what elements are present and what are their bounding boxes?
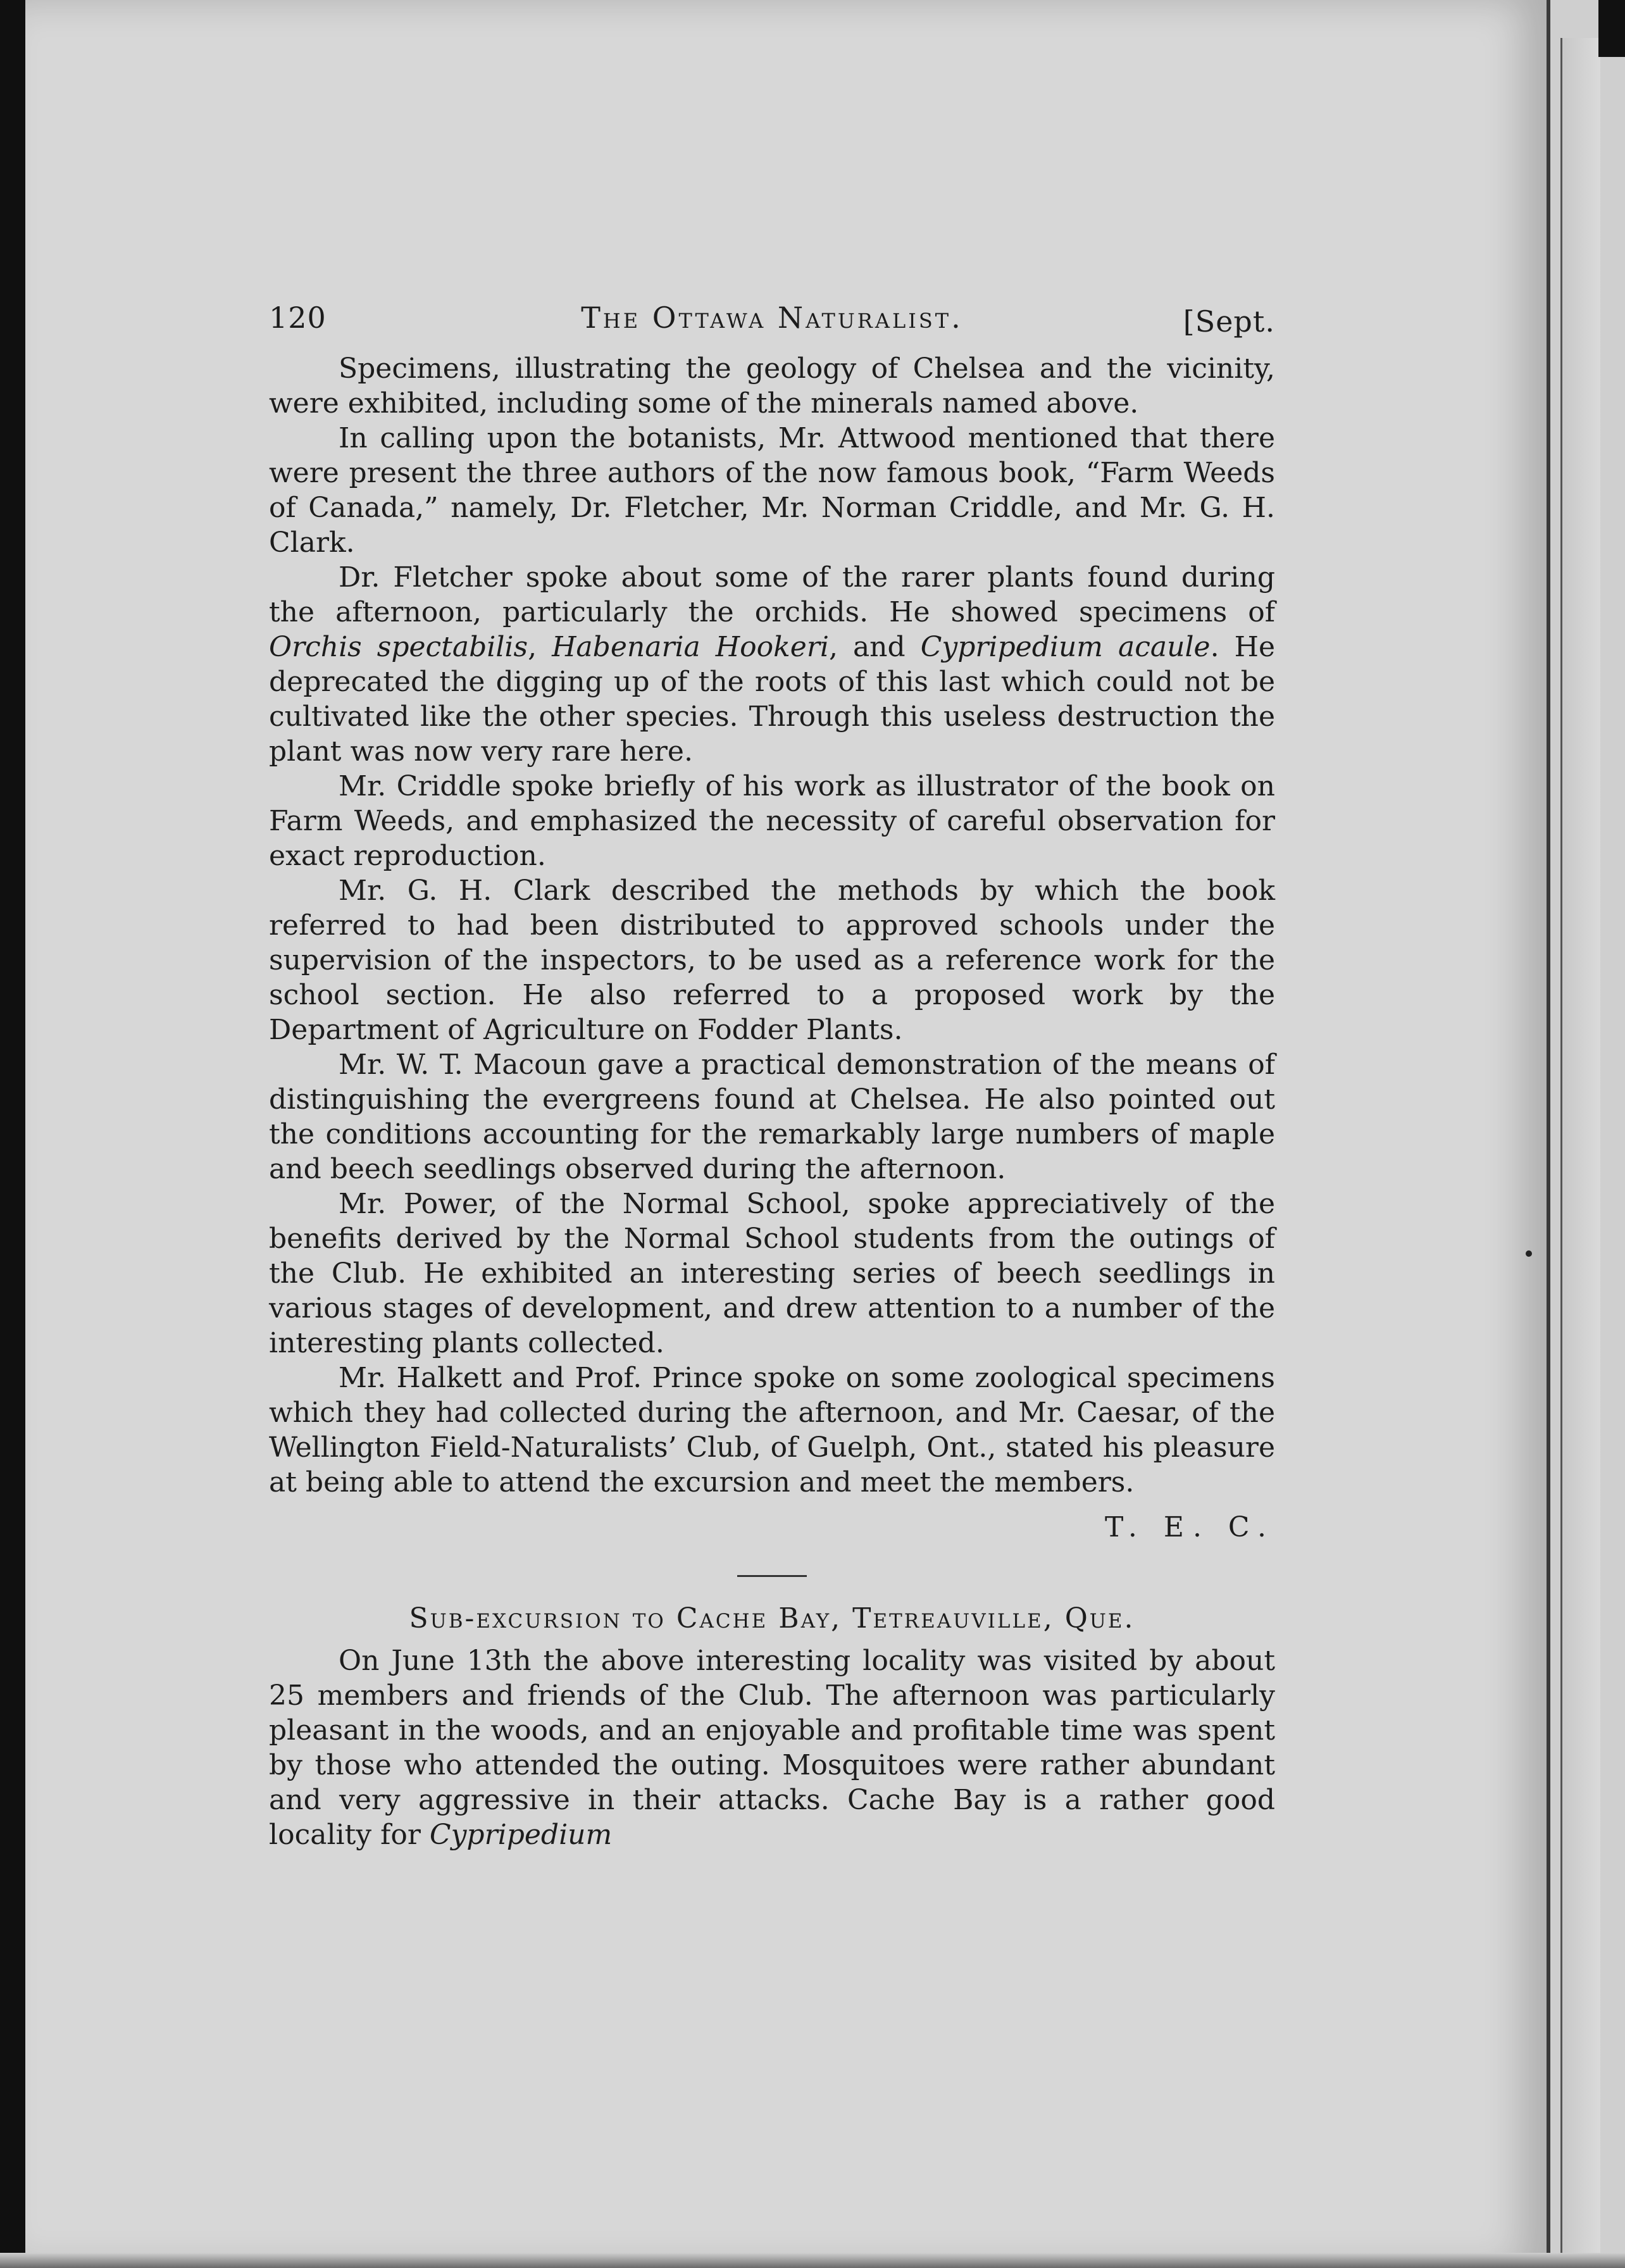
paragraph-text: Mr. W. T. Macoun gave a practical demonstration of the means of distinguishing the evergreens found at Chelsea. He also pointed out the conditions accounting for the remarkably large numbers of maple and beech seedlings observed during the afternoon. [269, 1049, 1275, 1185]
article-body [269, 351, 1275, 1500]
paragraph [269, 421, 1275, 560]
margin-mark [1526, 1250, 1532, 1257]
paragraph [269, 351, 1275, 421]
scan-corner [1598, 0, 1625, 57]
paragraph [269, 769, 1275, 873]
paragraph-text: , [528, 631, 552, 663]
issue-date: [Sept. [1183, 304, 1275, 339]
paragraph-text: Mr. Power, of the Normal School, spoke appreciatively of the benefits derived by the Normal School students from the outings of the Club. He exhibited an interesting series of beech seedlings in various stages of development, and drew attention to a number of the interesting plants collected. [269, 1188, 1275, 1359]
paragraph [269, 1361, 1275, 1500]
page-bottom-edge [0, 2253, 1625, 2268]
running-head: The Ottawa Naturalist. [581, 301, 963, 335]
paragraph [269, 1643, 1275, 1852]
page-header [269, 301, 1275, 351]
species-name: Cypripedium acaule [920, 631, 1211, 663]
author-initials: T. E. C. [1104, 1511, 1275, 1543]
paragraph-text: On June 13th the above interesting locality was visited by about 25 members and friends of the Club. The afternoon was particularly pleasant in the woods, and an enjoyable and profitable time was spent by those who attended the outing. Mosquitoes were rather abundant and very aggressive in their attacks. Cache Bay is a rather good locality for [269, 1645, 1275, 1851]
paragraph-text: Dr. Fletcher spoke about some of the rarer plants found during the afternoon, particularly the orchids. He showed specimens of [269, 561, 1275, 628]
binding-shadow [1560, 38, 1600, 2265]
paragraph [269, 560, 1275, 769]
section-body [269, 1643, 1275, 1852]
paragraph-text: , and [828, 631, 921, 663]
section-divider [737, 1575, 807, 1577]
paragraph [269, 1047, 1275, 1187]
paragraph-text: . He deprecated the digging up of the roots of this last which could not be cultivated like the other species. Through this useless destruction the plant was now very rare here. [269, 631, 1275, 768]
paragraph-text: Mr. Criddle spoke briefly of his work as illustrator of the book on Farm Weeds, and emphasized the necessity of careful observation for exact reproduction. [269, 770, 1275, 872]
species-name: Cypripedium [429, 1819, 613, 1851]
species-name: Orchis spectabilis [269, 631, 528, 663]
paragraph-text: Mr. G. H. Clark described the methods by which the book referred to had been distributed to approved schools under the supervision of the inspectors, to be used as a reference work for the school section. He also referred to a proposed work by the Department of Agriculture on Fodder Plants. [269, 875, 1275, 1046]
page-number: 120 [269, 301, 327, 335]
paragraph [269, 873, 1275, 1047]
paragraph-text: In calling upon the botanists, Mr. Attwood mentioned that there were present the three authors of the now famous book, “Farm Weeds of Canada,” namely, Dr. Fletcher, Mr. Norman Criddle, and Mr. G. H. Clark. [269, 422, 1275, 559]
section-title: Sub-excursion to Cache Bay, Tetreauville, Que. [409, 1602, 1135, 1635]
species-name: Habenaria Hookeri [552, 631, 829, 663]
page-content [269, 301, 1275, 1852]
paragraph-text: Mr. Halkett and Prof. Prince spoke on some zoological specimens which they had collected during the afternoon, and Mr. Caesar, of the Wellington Field-Naturalists’ Club, of Guelph, Ont., stated his pleasure at being able to attend the excursion and meet the members. [269, 1362, 1275, 1498]
paragraph [269, 1187, 1275, 1361]
paragraph-text: Specimens, illustrating the geology of Chelsea and the vicinity, were exhibited, including some of the minerals named above. [269, 352, 1275, 420]
